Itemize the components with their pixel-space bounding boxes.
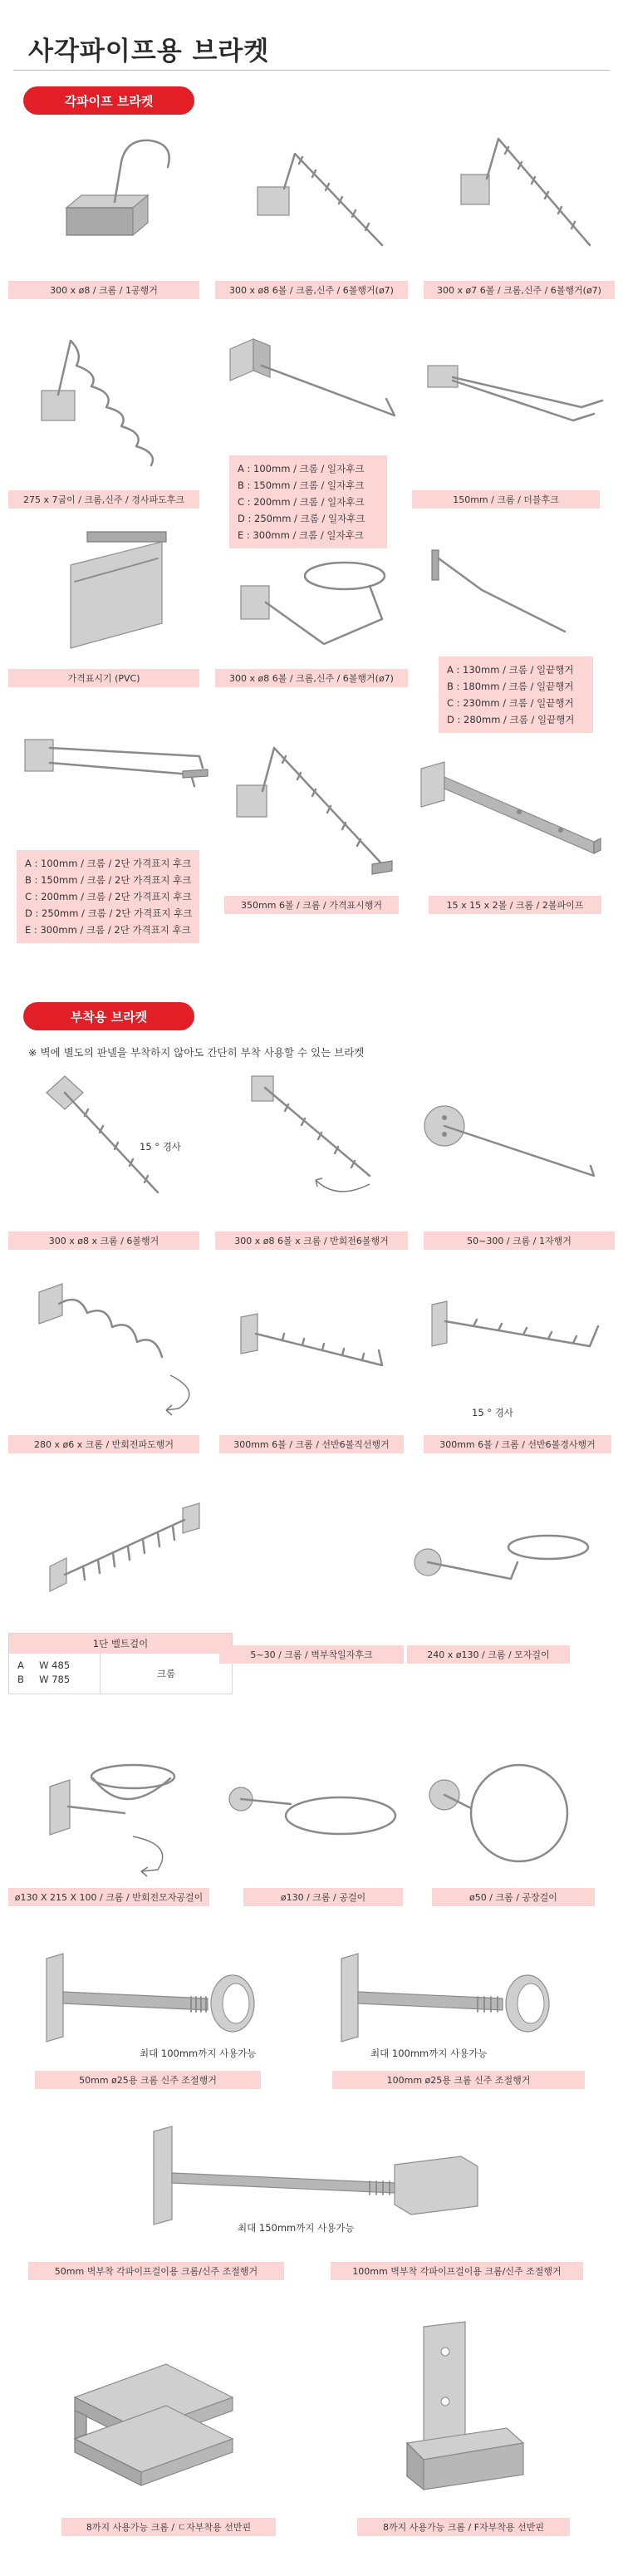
product-image-6ball-hanger [233, 129, 399, 270]
product-caption: 350mm 6볼 / 크롬 / 가격표시행거 [224, 896, 399, 914]
product-caption: 300 x ø8 6볼 / 크롬,신주 / 6볼행거(ø7) [215, 281, 408, 299]
product-image-shelf-pin-f [390, 2318, 540, 2510]
product-caption: 50~300 / 크롬 / 1자행거 [424, 1231, 615, 1250]
product-caption: 5~30 / 크롬 / 벽부착일자후크 [219, 1645, 404, 1664]
product-caption: 280 x ø6 x 크롬 / 반회전파도행거 [8, 1435, 199, 1453]
product-image-double-hook [415, 349, 615, 449]
spec-box-2tier-price-hook: A : 100mm / 크롬 / 2단 가격표지 후크 B : 150mm / 크롬 / 2단 가격표지 후크 C : 200mm / 크롬 / 2단 가격표지 후크 D : 250mm / 크롬 / 2단 가격표지 후크 E : 300mm / 크롬 / 2단 가격표지 후크 [17, 850, 199, 943]
product-caption: 15 x 15 x 2볼 / 크롬 / 2볼파이프 [429, 896, 601, 914]
title-divider [13, 70, 610, 71]
product-caption: 8까지 사용가능 크롬 / F자부착용 선반핀 [357, 2518, 570, 2536]
product-image-ball-holder [224, 1774, 407, 1866]
product-image-ring-hanger [224, 553, 407, 669]
product-caption: 300mm 6볼 / 크롬 / 선반6볼직선행거 [219, 1435, 404, 1453]
product-image-shelf-straight [233, 1300, 407, 1425]
product-caption: 8까지 사용가능 크롬 / ㄷ자부착용 선반핀 [61, 2518, 276, 2536]
product-caption: 100mm 벽부착 각파이프걸이용 크롬/신주 조절행거 [331, 2262, 583, 2280]
spec-box-straight-hook: A : 100mm / 크롬 / 일자후크 B : 150mm / 크롬 / 일자후크 C : 200mm / 크롬 / 일자후크 D : 250mm / 크롬 / 일자후크 E : 300mm / 크롬 / 일자후크 [229, 455, 387, 548]
belt-row: B W 785 [17, 1674, 71, 1685]
product-image-wave-hook [25, 328, 199, 478]
product-caption: ø130 X 215 X 100 / 크롬 / 반회전모자공걸이 [8, 1888, 209, 1906]
product-image-adjust-square [145, 2123, 494, 2231]
usage-note: 최대 150mm까지 사용가능 [238, 2222, 355, 2234]
product-caption: 150mm / 크롬 / 더블후크 [412, 490, 600, 509]
product-image-rotating-6ball [237, 1068, 403, 1209]
product-image-2tier-price-hook [17, 723, 216, 839]
product-caption: 240 x ø130 / 크롬 / 모자걸이 [407, 1645, 570, 1664]
product-image-shelf-slant [424, 1296, 606, 1404]
section-title-square-pipe: 각파이프 브라켓 [23, 86, 194, 115]
product-image-1-hanger [419, 1101, 611, 1192]
belt-row: A W 485 [17, 1659, 71, 1671]
section-title-wall-mount: 부착용 브라켓 [23, 1002, 194, 1030]
product-image-adjust-hanger-100 [328, 1949, 569, 2057]
spec-box-end-hanger: A : 130mm / 크롬 / 일끝행거 B : 180mm / 크롬 / 일끝행거 C : 230mm / 크롬 / 일끝행거 D : 280mm / 크롬 / 일끝행거 [439, 656, 593, 733]
product-image-end-hanger [424, 540, 606, 656]
angle-label: 15 ° 경사 [472, 1407, 513, 1418]
product-caption: 300mm 6볼 / 크롬 / 선반6볼경사행거 [424, 1435, 611, 1453]
product-caption: 100mm ø25용 크롬 신주 조절행거 [332, 2071, 585, 2089]
product-image-belt-rack [42, 1492, 216, 1616]
product-caption: 300 x ø8 / 크롬 / 1공행거 [8, 281, 199, 299]
product-image-rotating-wave [29, 1276, 212, 1433]
product-image-ring-holder [419, 1762, 602, 1886]
product-image-price-hanger [224, 740, 407, 889]
product-image-single-hook [33, 129, 199, 270]
belt-finish: 크롬 [156, 1668, 176, 1679]
product-image-adjust-hanger-50 [33, 1949, 274, 2057]
product-image-rotating-ball-hat [33, 1753, 216, 1886]
product-image-6ball-hanger-b [432, 129, 606, 270]
product-image-shelf-pin-c [66, 2331, 249, 2497]
product-caption: 가격표시기 (PVC) [8, 669, 199, 687]
product-caption: 50mm ø25용 크롬 신주 조절행거 [35, 2071, 261, 2089]
section-note: ※ 벽에 별도의 판넬을 부착하지 않아도 간단히 부착 사용할 수 있는 브라켓 [28, 1046, 365, 1059]
usage-note: 최대 100mm까지 사용가능 [140, 2048, 257, 2059]
product-image-price-sign [42, 532, 208, 665]
product-caption: ø130 / 크롬 / 공걸이 [243, 1888, 403, 1906]
product-caption: 50mm 벽부착 각파이프걸이용 크롬/신주 조절행거 [28, 2262, 284, 2280]
product-caption: 300 x ø8 6볼 x 크롬 / 반회전6볼행거 [215, 1231, 408, 1250]
product-caption: 275 x 7굽이 / 크롬,신주 / 경사파도후크 [8, 490, 199, 509]
product-image-hat-hanger [411, 1529, 602, 1620]
angle-label: 15 ° 경사 [140, 1141, 181, 1153]
product-image-2ball-pipe [411, 760, 611, 885]
belt-table-header: 1단 벨트걸이 [9, 1634, 232, 1654]
product-caption: 300 x ø8 6볼 / 크롬,신주 / 6볼행거(ø7) [215, 669, 408, 687]
usage-note: 최대 100mm까지 사용가능 [370, 2048, 488, 2059]
belt-spec-table [8, 1633, 233, 1694]
product-image-wall-6ball [33, 1068, 199, 1209]
page-title: 사각파이프용 브라켓 [28, 37, 270, 66]
product-image-straight-hook [220, 332, 403, 440]
product-caption: 300 x ø7 6볼 / 크롬,신주 / 6볼행거(ø7) [424, 281, 615, 299]
product-caption: 300 x ø8 x 크롬 / 6볼행거 [8, 1231, 199, 1250]
product-caption: ø50 / 크롬 / 공장걸이 [432, 1888, 595, 1906]
